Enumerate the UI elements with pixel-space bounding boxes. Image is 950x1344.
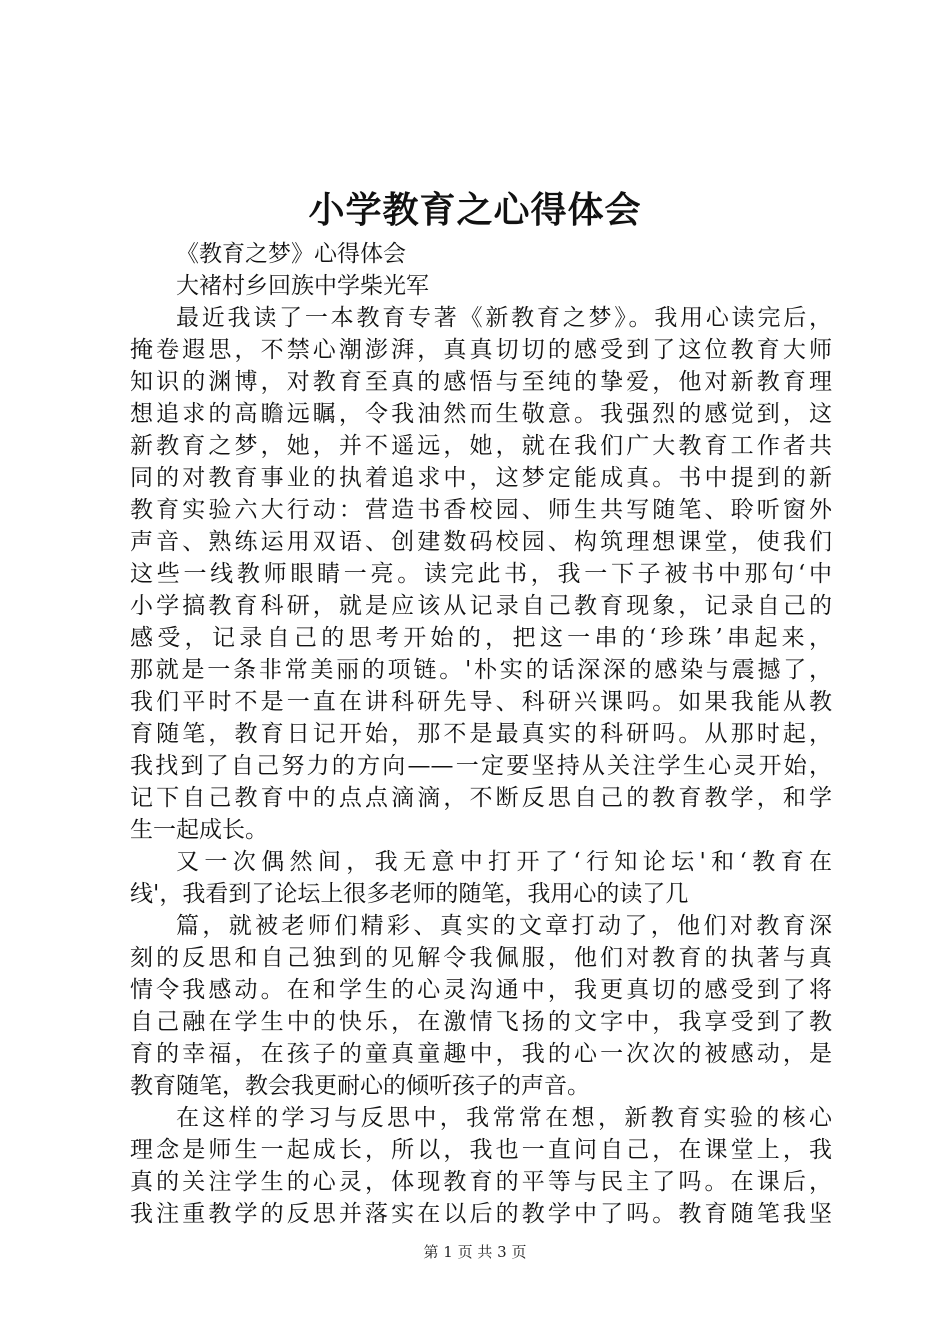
text-line: 情令我感动。在和学生的心灵沟通中，我更真切的感受到了将 (130, 977, 832, 1003)
text-line: 大褚村乡回族中学柴光军 (176, 273, 429, 299)
text-line: 又一次偶然间，我无意中打开了‘行知论坛'和‘教育在 (176, 849, 832, 875)
text-line: 真的关注学生的心灵，体现教育的平等与民主了吗。在课后， (130, 1169, 832, 1195)
document-body (130, 238, 832, 1230)
text-line: 新教育之梦，她，并不遥远，她，就在我们广大教育工作者共 (130, 433, 832, 459)
text-line: 声音、熟练运用双语、创建数码校园、构筑理想课堂，使我们 (130, 529, 832, 555)
text-line: 感受，记录自己的思考开始的，把这一串的‘珍珠’串起来， (130, 625, 832, 651)
document-title: 小学教育之心得体会 (308, 189, 642, 231)
text-line: 《教育之梦》心得体会 (176, 241, 406, 267)
text-line: 线'，我看到了论坛上很多老师的随笔，我用心的读了几 (130, 881, 689, 907)
text-line: 教育实验六大行动：营造书香校园、师生共写随笔、聆听窗外 (130, 497, 832, 523)
text-line: 那就是一条非常美丽的项链。'朴实的话深深的感染与震撼了， (130, 657, 832, 683)
page-footer: 第 1 页 共 3 页 (423, 1243, 527, 1261)
text-line: 育的幸福，在孩子的童真童趣中，我的心一次次的被感动，是 (130, 1041, 832, 1067)
text-line: 理念是师生一起成长，所以，我也一直问自己，在课堂上，我 (130, 1137, 832, 1163)
text-line: 教育随笔，教会我更耐心的倾听孩子的声音。 (130, 1073, 590, 1099)
text-line: 记下自己教育中的点点滴滴，不断反思自己的教育教学，和学 (130, 785, 832, 811)
text-line: 育随笔，教育日记开始，那不是最真实的科研吗。从那时起， (130, 721, 832, 747)
text-line: 想追求的高瞻远瞩，令我油然而生敬意。我强烈的感觉到，这 (130, 401, 832, 427)
text-line: 生一起成长。 (130, 817, 268, 843)
text-line: 自己融在学生中的快乐，在激情飞扬的文字中，我享受到了教 (130, 1009, 832, 1035)
text-line: 掩卷遐思，不禁心潮澎湃，真真切切的感受到了这位教育大师 (130, 337, 832, 363)
text-line: 这些一线教师眼睛一亮。读完此书，我一下子被书中那句‘中 (130, 561, 832, 587)
text-line: 我们平时不是一直在讲科研先导、科研兴课吗。如果我能从教 (130, 689, 832, 715)
text-line: 在这样的学习与反思中，我常常在想，新教育实验的核心 (176, 1105, 832, 1131)
text-line: 我注重教学的反思并落实在以后的教学中了吗。教育随笔我坚 (130, 1201, 832, 1227)
text-line: 小学搞教育科研，就是应该从记录自己教育现象，记录自己的 (130, 593, 832, 619)
text-line: 知识的渊博，对教育至真的感悟与至纯的挚爱，他对新教育理 (130, 369, 832, 395)
text-line: 刻的反思和自己独到的见解令我佩服，他们对教育的执著与真 (130, 945, 832, 971)
text-line: 篇，就被老师们精彩、真实的文章打动了，他们对教育深 (176, 913, 832, 939)
text-line: 同的对教育事业的执着追求中，这梦定能成真。书中提到的新 (130, 465, 832, 491)
text-line: 我找到了自己努力的方向——一定要坚持从关注学生心灵开始， (130, 753, 832, 779)
text-line: 最近我读了一本教育专著《新教育之梦》。我用心读完后， (176, 305, 832, 331)
